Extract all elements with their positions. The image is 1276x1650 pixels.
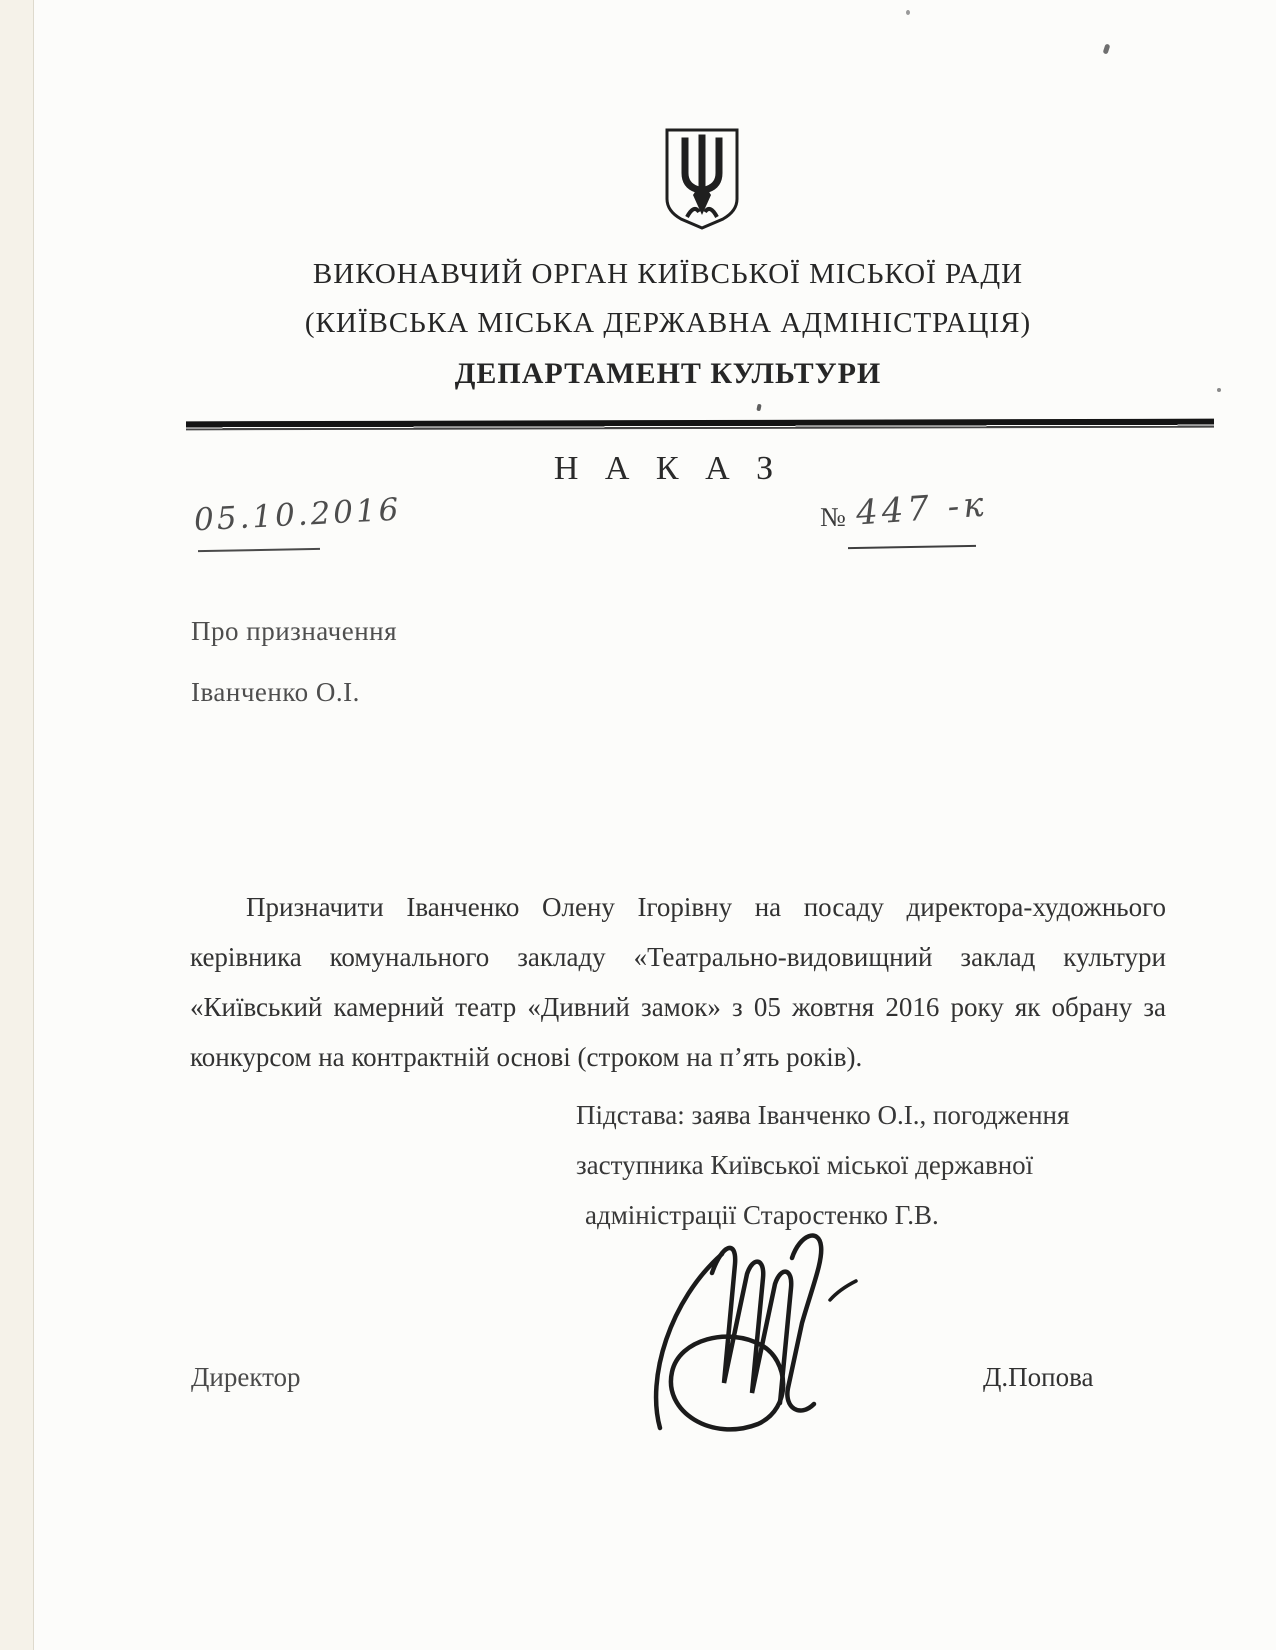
number-sign-label: № [820,502,846,532]
body-line: керівника комунального закладу «Театрально-видовищний заклад культури [190,942,1166,972]
number-underline [848,545,976,549]
signature-scribble [642,1226,862,1438]
scan-artifact [1217,388,1221,392]
date-underline [198,548,320,552]
signer-name: Д.Попова [983,1362,1094,1392]
org-name-line2: (КИЇВСЬКА МІСЬКА ДЕРЖАВНА АДМІНІСТРАЦІЯ) [304,307,1032,339]
header-divider [186,419,1214,431]
subject-line2: Іванченко О.І. [191,677,360,707]
org-name-line1: ВИКОНАВЧИЙ ОРГАН КИЇВСЬКОЇ МІСЬКОЇ РАДИ [312,258,1024,290]
order-body [190,882,1166,1082]
basis-line2: заступника Київської міської державної [576,1150,1034,1180]
scan-artifact [756,404,761,412]
basis-line3: адміністрації Старостенко Г.В. [585,1200,939,1230]
department-name: ДЕПАРТАМЕНТ КУЛЬТУРИ [454,357,882,390]
body-line: конкурсом на контрактній основі (строком на п’ять років). [190,1042,863,1072]
signer-role: Директор [191,1362,301,1392]
scan-edge-strip [0,0,34,1650]
body-line: «Київський камерний театр «Дивний замок» з 05 жовтня 2016 року як обрану за [190,992,1166,1022]
body-line: Призначити Іванченко Олену Ігорівну на посаду директора-художнього [246,892,1166,922]
handwritten-order-number: 447 -к [854,484,989,534]
basis-block [576,1090,1106,1240]
scan-artifact [906,10,910,15]
scan-artifact [1103,43,1111,54]
subject-line1: Про призначення [191,616,398,646]
order-title: Н А К А З [553,450,783,487]
basis-line1: Підстава: заява Іванченко О.І., погодження [576,1100,1070,1130]
ukraine-trident-emblem [663,126,741,232]
handwritten-date: 05.10.2016 [193,491,403,539]
